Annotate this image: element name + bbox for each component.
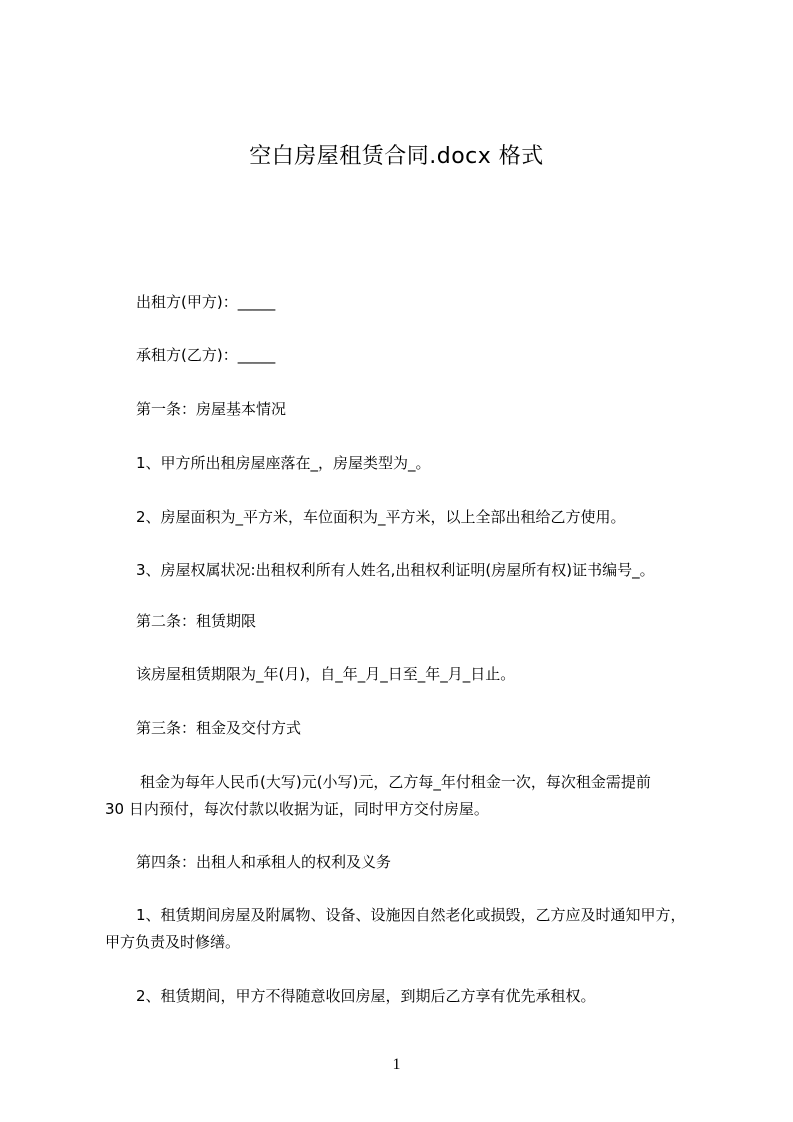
document-title: 空白房屋租赁合同.docx 格式 bbox=[249, 144, 544, 169]
lessee-field: 承租方(乙方)：_____ bbox=[136, 346, 276, 364]
article-1-item-1: 1、甲方所出租房屋座落在_，房屋类型为_。 bbox=[136, 454, 431, 472]
article-2-text: 该房屋租赁期限为_年(月)，自_年_月_日至_年_月_日止。 bbox=[136, 665, 516, 683]
article-4-item-1-line-2: 甲方负责及时修缮。 bbox=[105, 933, 241, 951]
article-1-heading: 第一条：房屋基本情况 bbox=[136, 400, 287, 418]
article-1-item-3: 3、房屋权属状况:出租权利所有人姓名,出租权利证明(房屋所有权)证书编号_。 bbox=[136, 561, 655, 579]
lessor-field: 出租方(甲方)：_____ bbox=[136, 293, 276, 311]
article-3-heading: 第三条：租金及交付方式 bbox=[136, 719, 302, 737]
page-number: 1 bbox=[392, 1056, 401, 1073]
article-4-item-2: 2、租赁期间，甲方不得随意收回房屋，到期后乙方享有优先承租权。 bbox=[136, 987, 596, 1005]
article-1-item-2: 2、房屋面积为_平方米，车位面积为_平方米，以上全部出租给乙方使用。 bbox=[136, 508, 626, 526]
article-2-heading: 第二条：租赁期限 bbox=[136, 612, 257, 630]
article-3-text-line-1: 租金为每年人民币(大写)元(小写)元，乙方每_年付租金一次，每次租金需提前 bbox=[140, 773, 651, 791]
article-3-text-line-2: 30 日内预付，每次付款以收据为证，同时甲方交付房屋。 bbox=[105, 800, 489, 818]
article-4-item-1-line-1: 1、租赁期间房屋及附属物、设备、设施因自然老化或损毁，乙方应及时通知甲方， bbox=[136, 906, 686, 924]
article-4-heading: 第四条：出租人和承租人的权利及义务 bbox=[136, 853, 392, 871]
